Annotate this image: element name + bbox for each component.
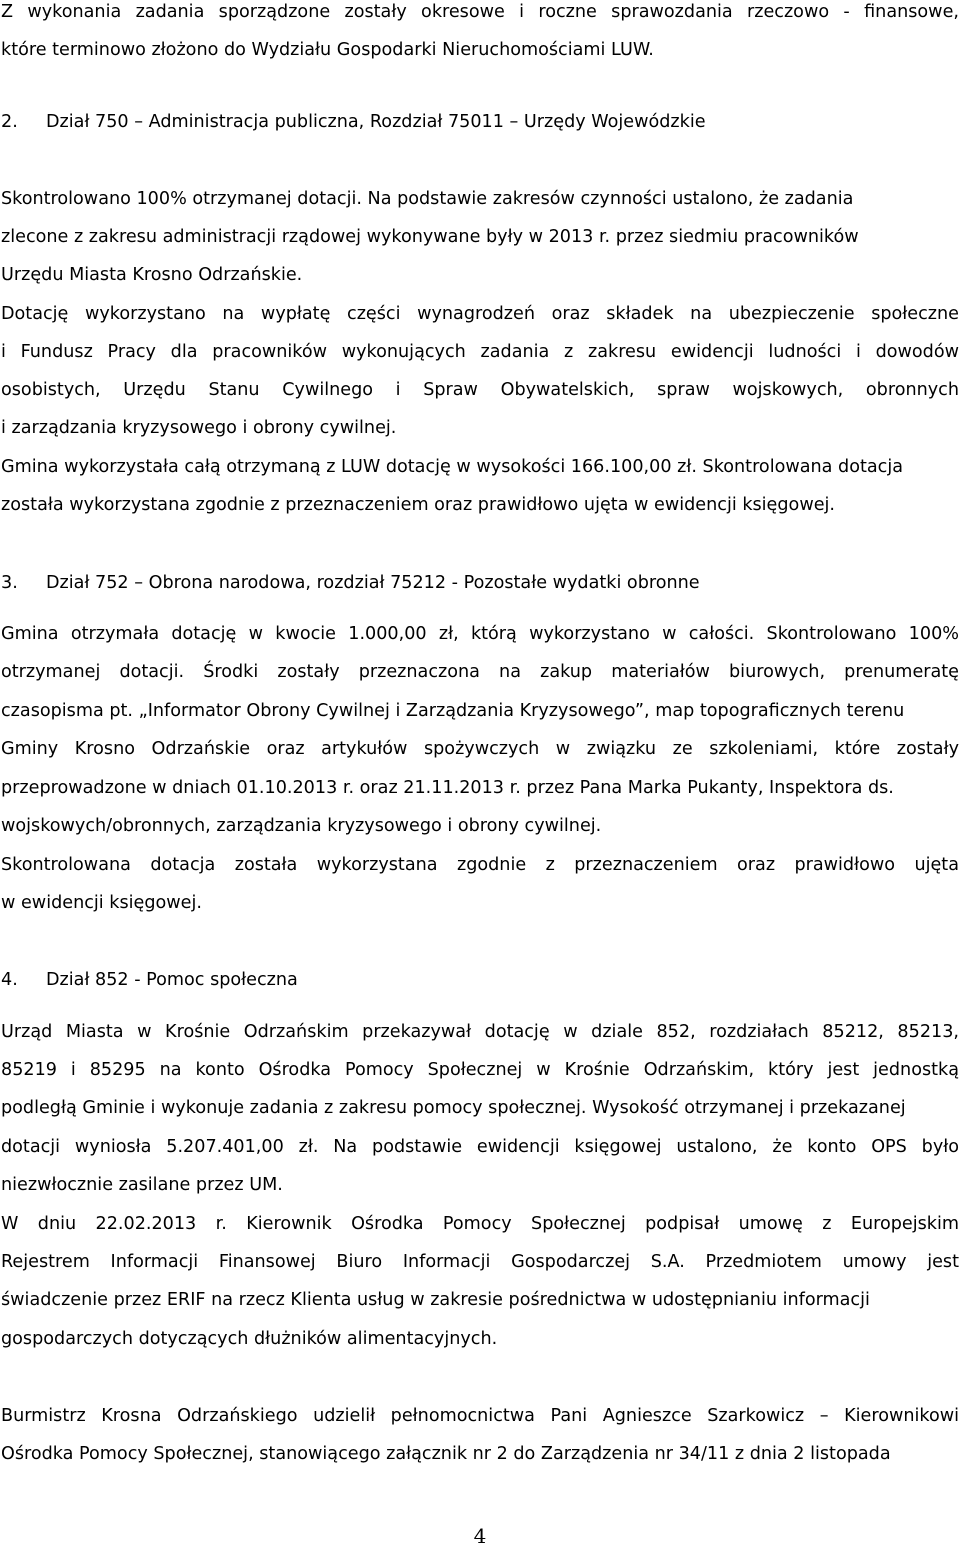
section-title: Dział 852 - Pomoc społeczna	[46, 970, 298, 990]
text-line: świadczenie przez ERIF na rzecz Klienta usług w zakresie pośrednictwa w udostępnianiu informacji	[1, 1290, 870, 1310]
text-line: wojskowych/obronnych, zarządzania kryzysowego i obrony cywilnej.	[1, 816, 602, 836]
text-line: i Fundusz Pracy dla pracowników wykonujących zadania z zakresu ewidencji ludności i dowodów	[1, 342, 959, 362]
text-line: w ewidencji księgowej.	[1, 893, 202, 913]
text-line: została wykorzystana zgodnie z przeznaczeniem oraz prawidłowo ujęta w ewidencji księgowej.	[1, 495, 836, 515]
section-heading-3	[1, 571, 959, 595]
text-line: gospodarczych dotyczących dłużników alimentacyjnych.	[1, 1329, 498, 1349]
text-line: Rejestrem Informacji Finansowej Biuro Informacji Gospodarczej S.A. Przedmiotem umowy jest	[1, 1252, 959, 1272]
text-line: niezwłocznie zasilane przez UM.	[1, 1175, 283, 1195]
text-line: dotacji wyniosła 5.207.401,00 zł. Na podstawie ewidencji księgowej ustalono, że konto OPS było	[1, 1137, 959, 1157]
text-line: Burmistrz Krosna Odrzańskiego udzielił pełnomocnictwa Pani Agnieszce Szarkowicz – Kierownikowi	[1, 1406, 959, 1426]
text-line: podległą Gminie i wykonuje zadania z zakresu pomocy społecznej. Wysokość otrzymanej i przekazanej	[1, 1098, 906, 1118]
text-line: W dniu 22.02.2013 r. Kierownik Ośrodka Pomocy Społecznej podpisał umowę z Europejskim	[1, 1214, 959, 1234]
section-number: 3.	[1, 573, 18, 593]
text-line: Z wykonania zadania sporządzone zostały okresowe i roczne sprawozdania rzeczowo - finansowe,	[1, 2, 959, 22]
text-line: czasopisma pt. „Informator Obrony Cywilnej i Zarządzania Kryzysowego”, map topograficznych terenu	[1, 701, 905, 721]
text-line: Urzędu Miasta Krosno Odrzańskie.	[1, 265, 303, 285]
text-line: Urząd Miasta w Krośnie Odrzańskim przekazywał dotację w dziale 852, rozdziałach 85212, 85213,	[1, 1022, 959, 1042]
text-line: otrzymanej dotacji. Środki zostały przeznaczona na zakup materiałów biurowych, prenumeratę	[1, 662, 959, 682]
text-line: Gminy Krosno Odrzańskie oraz artykułów spożywczych w związku ze szkoleniami, które zostały	[1, 739, 959, 759]
text-line: Skontrolowano 100% otrzymanej dotacji. Na podstawie zakresów czynności ustalono, że zadania	[1, 189, 854, 209]
section-number: 2.	[1, 112, 18, 132]
section-title: Dział 750 – Administracja publiczna, Rozdział 75011 – Urzędy Wojewódzkie	[46, 112, 706, 132]
text-line: przeprowadzone w dniach 01.10.2013 r. oraz 21.11.2013 r. przez Pana Marka Pukanty, Inspektora ds.	[1, 778, 894, 798]
section-title: Dział 752 – Obrona narodowa, rozdział 75212 - Pozostałe wydatki obronne	[46, 573, 700, 593]
text-line: 85219 i 85295 na konto Ośrodka Pomocy Społecznej w Krośnie Odrzańskim, który jest jednostką	[1, 1060, 959, 1080]
section-heading-4	[1, 968, 959, 992]
text-line: Dotację wykorzystano na wypłatę części wynagrodzeń oraz składek na ubezpieczenie społeczne	[1, 304, 959, 324]
text-line: i zarządzania kryzysowego i obrony cywilnej.	[1, 418, 397, 438]
text-line: Skontrolowana dotacja została wykorzystana zgodnie z przeznaczeniem oraz prawidłowo ujęta	[1, 855, 959, 875]
text-line: Ośrodka Pomocy Społecznej, stanowiącego załącznik nr 2 do Zarządzenia nr 34/11 z dnia 2 listopada	[1, 1444, 891, 1464]
text-line: zlecone z zakresu administracji rządowej wykonywane były w 2013 r. przez siedmiu pracowników	[1, 227, 859, 247]
page-number: 4	[473, 1524, 487, 1548]
section-heading-2	[1, 110, 959, 134]
text-line: osobistych, Urzędu Stanu Cywilnego i Spraw Obywatelskich, spraw wojskowych, obronnych	[1, 380, 959, 400]
text-line: Gmina wykorzystała całą otrzymaną z LUW dotację w wysokości 166.100,00 zł. Skontrolowana dotacja	[1, 457, 903, 477]
text-line: które terminowo złożono do Wydziału Gospodarki Nieruchomościami LUW.	[1, 40, 654, 60]
section-number: 4.	[1, 970, 18, 990]
text-line: Gmina otrzymała dotację w kwocie 1.000,00 zł, którą wykorzystano w całości. Skontrolowano 100%	[1, 624, 959, 644]
